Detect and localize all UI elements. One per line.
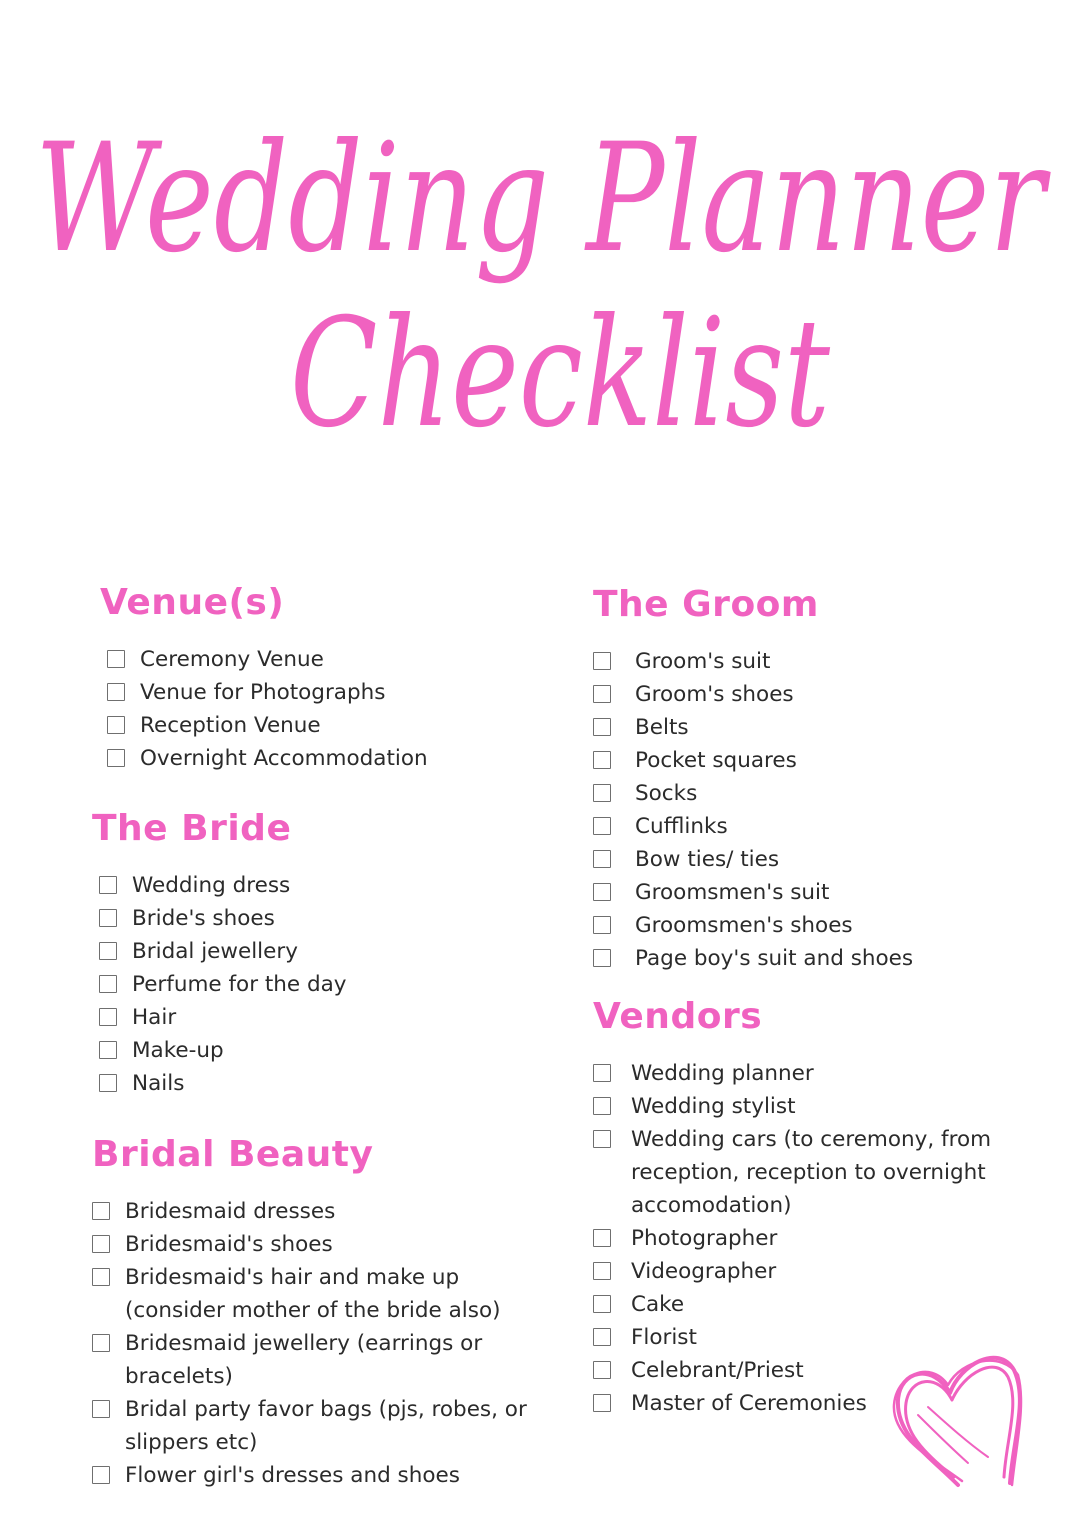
venue-heading: Venue(s)	[100, 582, 285, 623]
title-line-2: Checklist	[290, 287, 831, 461]
checklist-item-label: Reception Venue	[140, 713, 321, 738]
checklist-item-label: Wedding planner	[631, 1061, 814, 1086]
checklist-item[interactable]	[100, 742, 520, 775]
checkbox-icon[interactable]	[92, 1202, 110, 1220]
checkbox-icon[interactable]	[593, 1229, 611, 1247]
checkbox-icon[interactable]	[593, 652, 611, 670]
checklist-item-label: Overnight Accommodation	[140, 746, 428, 771]
checklist-item-label: Cufflinks	[635, 814, 728, 839]
checklist-item[interactable]	[100, 676, 520, 709]
checklist-item-label: Celebrant/Priest	[631, 1358, 804, 1383]
checkbox-icon[interactable]	[99, 1074, 117, 1092]
venue-checklist	[100, 643, 520, 775]
checkbox-icon[interactable]	[99, 876, 117, 894]
checkbox-icon[interactable]	[593, 817, 611, 835]
checkbox-icon[interactable]	[593, 784, 611, 802]
checklist-item[interactable]	[92, 869, 512, 902]
checklist-item-label: Wedding dress	[132, 873, 291, 898]
checkbox-icon[interactable]	[593, 1394, 611, 1412]
checkbox-icon[interactable]	[593, 850, 611, 868]
checklist-item[interactable]	[593, 678, 1013, 711]
bride-heading: The Bride	[92, 808, 292, 849]
checklist-item[interactable]	[92, 1261, 532, 1327]
checklist-item[interactable]	[593, 1222, 993, 1255]
checkbox-icon[interactable]	[593, 1262, 611, 1280]
checklist-item[interactable]	[92, 1228, 532, 1261]
checklist-item-label: Bridesmaid jewellery (earrings or bracelets)	[125, 1331, 483, 1389]
checklist-item-label: Groomsmen's shoes	[635, 913, 853, 938]
bridal-beauty-checklist	[92, 1195, 532, 1492]
checkbox-icon[interactable]	[92, 1334, 110, 1352]
checkbox-icon[interactable]	[92, 1268, 110, 1286]
checklist-item[interactable]	[92, 1001, 512, 1034]
checkbox-icon[interactable]	[593, 685, 611, 703]
checklist-item[interactable]	[92, 902, 512, 935]
checklist-item[interactable]	[593, 711, 1013, 744]
checklist-item-label: Page boy's suit and shoes	[635, 946, 914, 971]
checklist-item[interactable]	[593, 909, 1013, 942]
bride-section	[92, 808, 512, 1100]
checklist-item-label: Photographer	[631, 1226, 778, 1251]
bridal-beauty-section	[92, 1134, 532, 1492]
checkbox-icon[interactable]	[99, 1008, 117, 1026]
bride-checklist	[92, 869, 512, 1100]
checklist-item-label: Bridesmaid's shoes	[125, 1232, 333, 1257]
checkbox-icon[interactable]	[593, 1130, 611, 1148]
checklist-item[interactable]	[593, 810, 1013, 843]
checklist-item[interactable]	[92, 1393, 532, 1459]
checklist-item[interactable]	[593, 1090, 993, 1123]
checkbox-icon[interactable]	[593, 916, 611, 934]
checkbox-icon[interactable]	[593, 1295, 611, 1313]
groom-checklist	[593, 645, 1013, 975]
checklist-item-label: Groom's suit	[635, 649, 771, 674]
checklist-item-label: Bridesmaid dresses	[125, 1199, 336, 1224]
checkbox-icon[interactable]	[107, 749, 125, 767]
checklist-item[interactable]	[593, 1255, 993, 1288]
checklist-item[interactable]	[593, 645, 1013, 678]
checklist-item[interactable]	[593, 1057, 993, 1090]
checklist-item[interactable]	[92, 1327, 532, 1393]
checklist-item-label: Florist	[631, 1325, 697, 1350]
checklist-item[interactable]	[593, 777, 1013, 810]
heart-icon	[888, 1345, 1028, 1490]
checkbox-icon[interactable]	[593, 1361, 611, 1379]
checklist-item[interactable]	[92, 1034, 512, 1067]
checklist-item-label: Groom's shoes	[635, 682, 794, 707]
groom-section	[593, 584, 1013, 975]
checkbox-icon[interactable]	[99, 909, 117, 927]
checklist-item[interactable]	[593, 942, 1013, 975]
checkbox-icon[interactable]	[92, 1400, 110, 1418]
checklist-item[interactable]	[593, 1288, 993, 1321]
checklist-item-label: Bride's shoes	[132, 906, 275, 931]
title-line-1: Wedding Planner	[35, 112, 1052, 286]
checklist-item-label: Bridesmaid's hair and make up (consider mother of the bride also)	[125, 1265, 501, 1323]
checklist-item[interactable]	[593, 1123, 993, 1222]
checklist-item-label: Master of Ceremonies	[631, 1391, 867, 1416]
checkbox-icon[interactable]	[92, 1235, 110, 1253]
venue-section	[100, 582, 520, 775]
checklist-item[interactable]	[593, 843, 1013, 876]
checklist-item-label: Wedding cars (to ceremony, from reception, reception to overnight accomodation)	[631, 1127, 992, 1218]
checklist-item[interactable]	[593, 744, 1013, 777]
checklist-item-label: Hair	[132, 1005, 177, 1030]
checkbox-icon[interactable]	[593, 751, 611, 769]
groom-heading: The Groom	[593, 584, 819, 625]
checklist-item-label: Socks	[635, 781, 698, 806]
checklist-item-label: Cake	[631, 1292, 685, 1317]
checklist-item[interactable]	[92, 1459, 532, 1492]
checkbox-icon[interactable]	[99, 975, 117, 993]
checklist-item[interactable]	[92, 935, 512, 968]
checklist-item-label: Belts	[635, 715, 689, 740]
page-title	[0, 0, 1080, 470]
checkbox-icon[interactable]	[593, 1064, 611, 1082]
checkbox-icon[interactable]	[593, 949, 611, 967]
checklist-item-label: Bridal party favor bags (pjs, robes, or slippers etc)	[125, 1397, 527, 1455]
checklist-item[interactable]	[100, 643, 520, 676]
checklist-item-label: Ceremony Venue	[140, 647, 324, 672]
checkbox-icon[interactable]	[92, 1466, 110, 1484]
checkbox-icon[interactable]	[593, 1097, 611, 1115]
checkbox-icon[interactable]	[99, 1041, 117, 1059]
checklist-item-label: Nails	[132, 1071, 185, 1096]
checkbox-icon[interactable]	[107, 650, 125, 668]
checklist-item-label: Make-up	[132, 1038, 224, 1063]
checklist-item-label: Groomsmen's suit	[635, 880, 830, 905]
checkbox-icon[interactable]	[107, 683, 125, 701]
checkbox-icon[interactable]	[593, 1328, 611, 1346]
checklist-item-label: Perfume for the day	[132, 972, 347, 997]
checkbox-icon[interactable]	[107, 716, 125, 734]
checklist-item-label: Venue for Photographs	[140, 680, 386, 705]
checklist-item-label: Wedding stylist	[631, 1094, 796, 1119]
checklist-item[interactable]	[92, 1067, 512, 1100]
bridal-beauty-heading: Bridal Beauty	[92, 1134, 374, 1175]
checklist-item-label: Bow ties/ ties	[635, 847, 780, 872]
checkbox-icon[interactable]	[593, 718, 611, 736]
checklist-item[interactable]	[100, 709, 520, 742]
checklist-item[interactable]	[593, 876, 1013, 909]
checkbox-icon[interactable]	[99, 942, 117, 960]
checklist-item-label: Videographer	[631, 1259, 777, 1284]
checklist-item-label: Bridal jewellery	[132, 939, 298, 964]
checkbox-icon[interactable]	[593, 883, 611, 901]
vendors-heading: Vendors	[593, 996, 763, 1037]
checklist-item[interactable]	[92, 968, 512, 1001]
checklist-item[interactable]	[92, 1195, 532, 1228]
checklist-item-label: Pocket squares	[635, 748, 797, 773]
checklist-item-label: Flower girl's dresses and shoes	[125, 1463, 460, 1488]
